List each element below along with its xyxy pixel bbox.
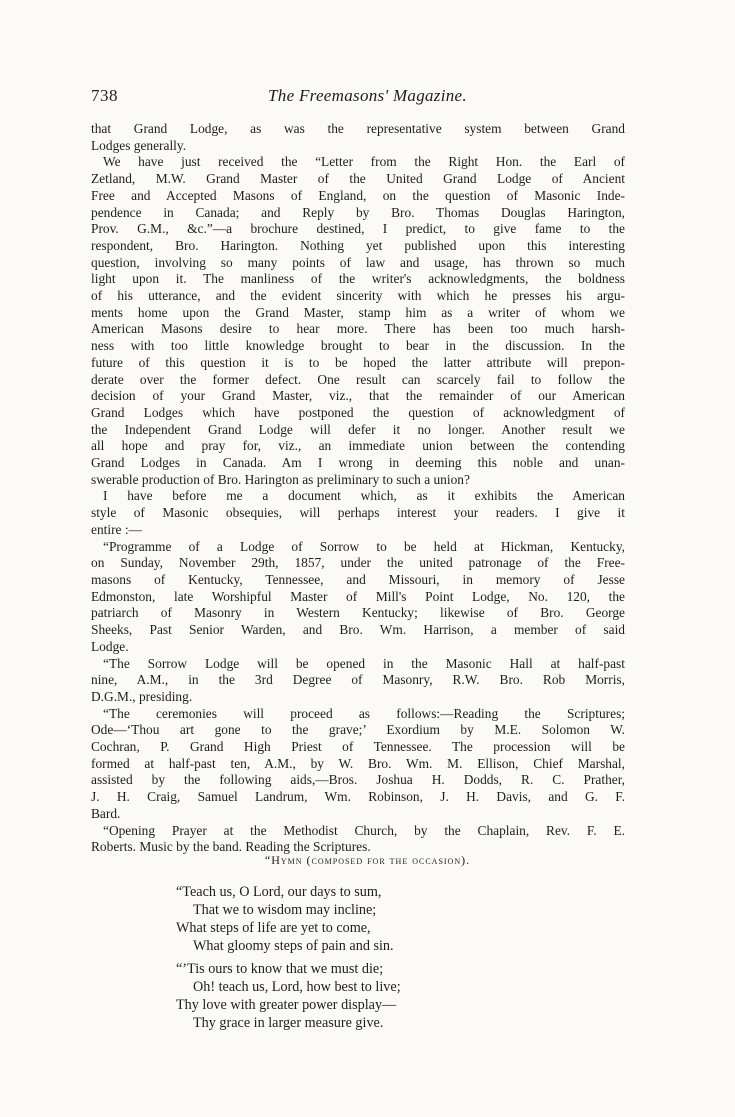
text-line: Cochran, P. Grand High Priest of Tennessee. The procession will be: [91, 739, 625, 755]
text-line: “The Sorrow Lodge will be opened in the Masonic Hall at half-past: [103, 655, 625, 671]
text-line: Zetland, M.W. Grand Master of the United Grand Lodge of Ancient: [91, 171, 625, 187]
verse-line: “’Tis ours to know that we must die;: [176, 961, 384, 977]
text-line: We have just received the “Letter from the Right Hon. the Earl of: [103, 154, 625, 170]
paragraph: [91, 488, 625, 538]
text-line: “The ceremonies will proceed as follows:—Reading the Scriptures;: [103, 705, 625, 721]
paragraph: [91, 656, 625, 706]
page-number: 738: [91, 86, 118, 105]
text-line: style of Masonic obsequies, will perhaps interest your readers. I give it: [91, 505, 625, 521]
text-line: that Grand Lodge, as was the representative system between Grand: [91, 121, 625, 136]
text-line: nine, A.M., in the 3rd Degree of Masonry, R.W. Bro. Rob Morris,: [91, 672, 625, 688]
verse-line: What steps of life are yet to come,: [176, 920, 371, 936]
text-line: I have before me a document which, as it exhibits the American: [103, 488, 625, 504]
text-line: Edmonston, late Worshipful Master of Mill's Point Lodge, No. 120, the: [91, 588, 625, 604]
text-line: pendence in Canada; and Reply by Bro. Thomas Douglas Harington,: [91, 204, 625, 220]
text-line: decision of your Grand Master, viz., that the remainder of our American: [91, 388, 625, 404]
hymn-stanza: [176, 960, 401, 1032]
text-line: respondent, Bro. Harington. Nothing yet published upon this interesting: [91, 237, 625, 253]
article-body: [91, 121, 625, 856]
text-line: question, involving so many points of law and usage, has thrown so much: [91, 254, 625, 270]
running-title: The Freemasons' Magazine.: [268, 86, 467, 105]
text-line: on Sunday, November 29th, 1857, under the united patronage of the Free-: [91, 555, 625, 571]
text-line: Prov. G.M., &c.”—a brochure destined, I predict, to give fame to the: [91, 221, 625, 237]
hymn-heading: “Hymn (composed for the occasion).: [264, 853, 471, 867]
verse-line: Thy grace in larger measure give.: [193, 1015, 384, 1031]
text-line: light upon it. The manliness of the writer's acknowledgments, the boldness: [91, 271, 625, 287]
text-line: future of this question it is to be hoped the latter attribute will prepon-: [91, 354, 625, 370]
text-line: Grand Lodges which have postponed the question of acknowledgment of: [91, 404, 625, 420]
verse-line: Oh! teach us, Lord, how best to live;: [193, 979, 401, 995]
text-line: Ode—‘Thou art gone to the grave;’ Exordium by M.E. Solomon W.: [91, 722, 625, 738]
text-line: the Independent Grand Lodge will defer it no longer. Another result we: [91, 421, 625, 437]
text-line: Lodges generally.: [91, 137, 187, 153]
verse-line: Thy love with greater power display—: [176, 997, 397, 1013]
text-line: Grand Lodges in Canada. Am I wrong in deeming this noble and unan-: [91, 455, 625, 471]
text-line: Roberts. Music by the band. Reading the Scriptures.: [91, 839, 371, 855]
text-line: D.G.M., presiding.: [91, 688, 193, 704]
text-line: Free and Accepted Masons of England, on the question of Masonic Inde-: [91, 187, 625, 203]
paragraph: [91, 121, 625, 154]
text-line: American Masons desire to hear more. There has been too much harsh-: [91, 321, 625, 337]
verse-line: “Teach us, O Lord, our days to sum,: [176, 884, 382, 900]
text-line: masons of Kentucky, Tennessee, and Missouri, in memory of Jesse: [91, 571, 625, 587]
text-line: formed at half-past ten, A.M., by W. Bro. Wm. M. Ellison, Chief Marshal,: [91, 755, 625, 771]
text-line: of his utterance, and the evident sincerity with which he presses his argu-: [91, 288, 625, 304]
verse-line: What gloomy steps of pain and sin.: [193, 938, 394, 954]
paragraph: [91, 706, 625, 823]
text-line: Sheeks, Past Senior Warden, and Bro. Wm. Harrison, a member of said: [91, 622, 625, 638]
text-line: ness with too little knowledge brought to bear in the discussion. In the: [91, 338, 625, 354]
text-line: “Opening Prayer at the Methodist Church, by the Chaplain, Rev. F. E.: [103, 822, 625, 838]
text-line: derate over the former defect. One result can scarcely fail to follow the: [91, 371, 625, 387]
text-line: entire :—: [91, 521, 142, 537]
paragraph: [91, 154, 625, 488]
text-line: Lodge.: [91, 638, 129, 654]
text-line: all hope and pray for, viz., an immediate union between the contending: [91, 438, 625, 454]
text-line: swerable production of Bro. Harington as preliminary to such a union?: [91, 471, 470, 487]
text-line: “Programme of a Lodge of Sorrow to be held at Hickman, Kentucky,: [103, 538, 625, 554]
text-line: patriarch of Masonry in Western Kentucky; likewise of Bro. George: [91, 605, 625, 621]
hymn-stanza: [176, 883, 394, 955]
verse-line: That we to wisdom may incline;: [193, 902, 377, 918]
text-line: ments home upon the Grand Master, stamp him as a writer of whom we: [91, 304, 625, 320]
paragraph: [91, 823, 625, 856]
text-line: Bard.: [91, 805, 121, 821]
text-line: J. H. Craig, Samuel Landrum, Wm. Robinson, J. H. Davis, and G. F.: [91, 789, 625, 805]
text-line: assisted by the following aids,—Bros. Joshua H. Dodds, R. C. Prather,: [91, 772, 625, 788]
paragraph: [91, 539, 625, 656]
page-header: [0, 86, 735, 108]
